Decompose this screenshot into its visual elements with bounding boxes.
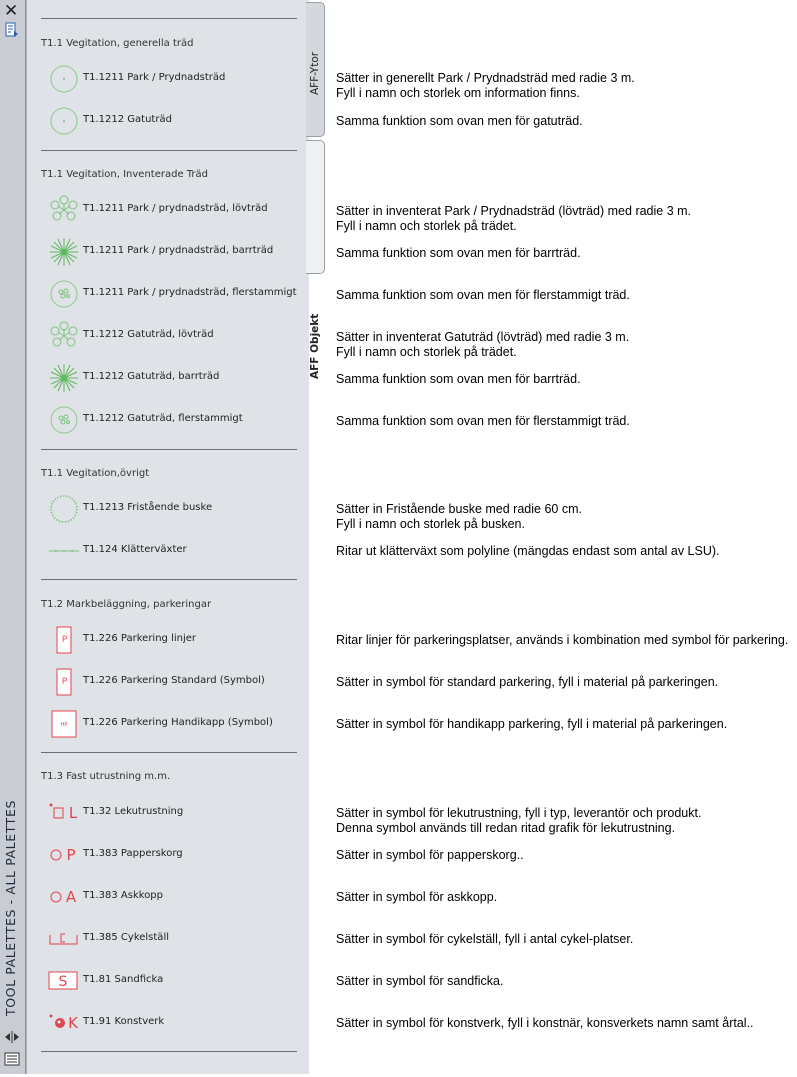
- conifer-tree-icon: [46, 234, 82, 270]
- parking-standard-icon: [46, 664, 82, 700]
- tool-item[interactable]: [46, 879, 296, 915]
- tool-label: T1.1211 Park / Prydnadsträd: [83, 72, 226, 83]
- tool-label: T1.1212 Gatuträd, lövträd: [83, 329, 214, 340]
- section-divider: [41, 1051, 297, 1052]
- wastebasket-icon: [46, 837, 82, 873]
- tool-description: Sätter in symbol för standard parkering, fyll i material på parkeringen.: [336, 675, 719, 689]
- section-divider: [41, 150, 297, 151]
- palette-menu-icon[interactable]: [4, 1052, 20, 1066]
- tool-item[interactable]: [46, 1005, 296, 1041]
- ashtray-icon: [46, 879, 82, 915]
- small-circle-icon: [46, 61, 82, 97]
- tool-label: T1.1212 Gatuträd, barrträd: [83, 371, 220, 382]
- tool-item[interactable]: [46, 402, 296, 438]
- tool-label: T1.1211 Park / prydnadsträd, lövträd: [83, 203, 268, 214]
- tool-description: Sätter in symbol för sandficka.: [336, 974, 504, 988]
- climber-line-icon: [46, 533, 82, 569]
- tool-label: T1.91 Konstverk: [83, 1016, 165, 1027]
- bike-rack-icon: [46, 921, 82, 957]
- tool-item[interactable]: [46, 192, 296, 228]
- svg-text:S: S: [58, 974, 68, 990]
- tool-item[interactable]: [46, 664, 296, 700]
- playground-icon: [46, 795, 82, 831]
- tool-label: T1.32 Lekutrustning: [83, 806, 184, 817]
- tool-description: Sätter in symbol för handikapp parkering, fyll i material på parkeringen.: [336, 717, 728, 731]
- parking-handicap-icon: [46, 706, 82, 742]
- tool-description: Sätter in inventerat Gatuträd (lövträd) med radie 3 m. Fyll i namn och storlek på trädet.: [336, 330, 630, 359]
- tab-aff-ytor[interactable]: [306, 2, 325, 137]
- tool-description: Samma funktion som ovan men för flerstammigt träd.: [336, 414, 630, 428]
- multistem-tree-icon: [46, 402, 82, 438]
- section-divider: [41, 579, 297, 580]
- tool-label: T1.383 Papperskorg: [83, 848, 183, 859]
- section-divider: [41, 449, 297, 450]
- svg-text:K: K: [68, 1014, 78, 1032]
- tool-description: Sätter in inventerat Park / Prydnadsträd (lövträd) med radie 3 m. Fyll i namn och storlek på trädet.: [336, 204, 692, 233]
- section-divider: [41, 752, 297, 753]
- tool-item[interactable]: [46, 622, 296, 658]
- tool-label: T1.226 Parkering linjer: [83, 633, 197, 644]
- tool-description: Samma funktion som ovan men för barrträd.: [336, 372, 581, 386]
- tool-label: T1.124 Klätterväxter: [83, 544, 187, 555]
- multistem-tree-icon: [46, 276, 82, 312]
- section-title: T1.1 Vegitation,övrigt: [41, 468, 150, 479]
- svg-text:P: P: [66, 846, 76, 864]
- tool-label: T1.1211 Park / prydnadsträd, barrträd: [83, 245, 274, 256]
- tool-description: Sätter in symbol för cykelställ, fyll i antal cykel-platser.: [336, 932, 634, 946]
- tab-label: AFF Objekt: [309, 313, 321, 379]
- svg-text:A: A: [65, 888, 77, 906]
- sandbox-icon: [46, 963, 82, 999]
- section-title: T1.2 Markbeläggning, parkeringar: [41, 599, 212, 610]
- tool-item[interactable]: [46, 706, 296, 742]
- tool-item[interactable]: [46, 921, 296, 957]
- tool-item[interactable]: [46, 360, 296, 396]
- tool-item[interactable]: [46, 318, 296, 354]
- section-divider: [41, 18, 297, 19]
- tool-description: Samma funktion som ovan men för flerstammigt träd.: [336, 288, 630, 302]
- tool-description: Sätter in symbol för konstverk, fyll i konstnär, konsverkets namn samt årtal..: [336, 1016, 754, 1030]
- shrub-icon: [46, 491, 82, 527]
- parking-lines-icon: [46, 622, 82, 658]
- tool-description: Sätter in symbol för lekutrustning, fyll i typ, leverantör och produkt. Denna symbol används till redan ritad grafik för lekutrustning.: [336, 806, 702, 835]
- tool-description: Samma funktion som ovan men för gatuträd.: [336, 114, 583, 128]
- tool-item[interactable]: [46, 234, 296, 270]
- tool-item[interactable]: [46, 491, 296, 527]
- section-title: T1.3 Fast utrustning m.m.: [41, 771, 171, 782]
- tool-label: T1.1213 Fristående buske: [83, 502, 213, 513]
- tab-aff-objekt[interactable]: [306, 140, 325, 379]
- properties-icon[interactable]: [4, 22, 20, 38]
- tool-item[interactable]: [46, 837, 296, 873]
- tool-label: T1.81 Sandficka: [83, 974, 164, 985]
- artwork-icon: [46, 1005, 82, 1041]
- tool-label: T1.226 Parkering Standard (Symbol): [83, 675, 265, 686]
- conifer-tree-icon: [46, 360, 82, 396]
- tool-label: T1.383 Askkopp: [83, 890, 164, 901]
- svg-text:L: L: [68, 804, 78, 822]
- tool-description: Sätter in symbol för askkopp.: [336, 890, 498, 904]
- tool-description: Samma funktion som ovan men för barrträd.: [336, 246, 581, 260]
- svg-text:HP: HP: [60, 722, 68, 728]
- tool-item[interactable]: [46, 963, 296, 999]
- tool-label: T1.226 Parkering Handikapp (Symbol): [83, 717, 273, 728]
- palette-title-bar: ✕ TOOL PALETTES - ALL PALETTES: [0, 0, 26, 1074]
- tool-item[interactable]: [46, 533, 296, 569]
- deciduous-tree-icon: [46, 192, 82, 228]
- tool-item[interactable]: [46, 276, 296, 312]
- tool-label: T1.385 Cykelställ: [83, 932, 169, 943]
- autohide-icon[interactable]: [4, 1030, 20, 1044]
- deciduous-tree-icon: [46, 318, 82, 354]
- tool-label: T1.1212 Gatuträd: [83, 114, 172, 125]
- tool-item[interactable]: [46, 103, 296, 139]
- tool-description: Sätter in generellt Park / Prydnadsträd med radie 3 m. Fyll i namn och storlek om information finns.: [336, 71, 635, 100]
- tool-label: T1.1212 Gatuträd, flerstammigt: [83, 413, 243, 424]
- tool-item[interactable]: [46, 61, 296, 97]
- small-circle-icon: [46, 103, 82, 139]
- tool-label: T1.1211 Park / prydnadsträd, flerstammigt: [83, 287, 297, 298]
- tool-description: Sätter in Fristående buske med radie 60 cm. Fyll i namn och storlek på busken.: [336, 502, 582, 531]
- tab-label: AFF-Ytor: [309, 51, 321, 95]
- section-title: T1.1 Vegitation, generella träd: [41, 38, 194, 49]
- tool-item[interactable]: [46, 795, 296, 831]
- section-title: T1.1 Vegitation, Inventerade Träd: [41, 169, 209, 180]
- tool-description: Sätter in symbol för papperskorg..: [336, 848, 524, 862]
- close-icon[interactable]: ✕: [4, 1, 19, 21]
- tool-description: Ritar ut klätterväxt som polyline (mängdas endast som antal av LSU).: [336, 544, 720, 558]
- tool-description: Ritar linjer för parkeringsplatser, används i kombination med symbol för parkering.: [336, 633, 789, 647]
